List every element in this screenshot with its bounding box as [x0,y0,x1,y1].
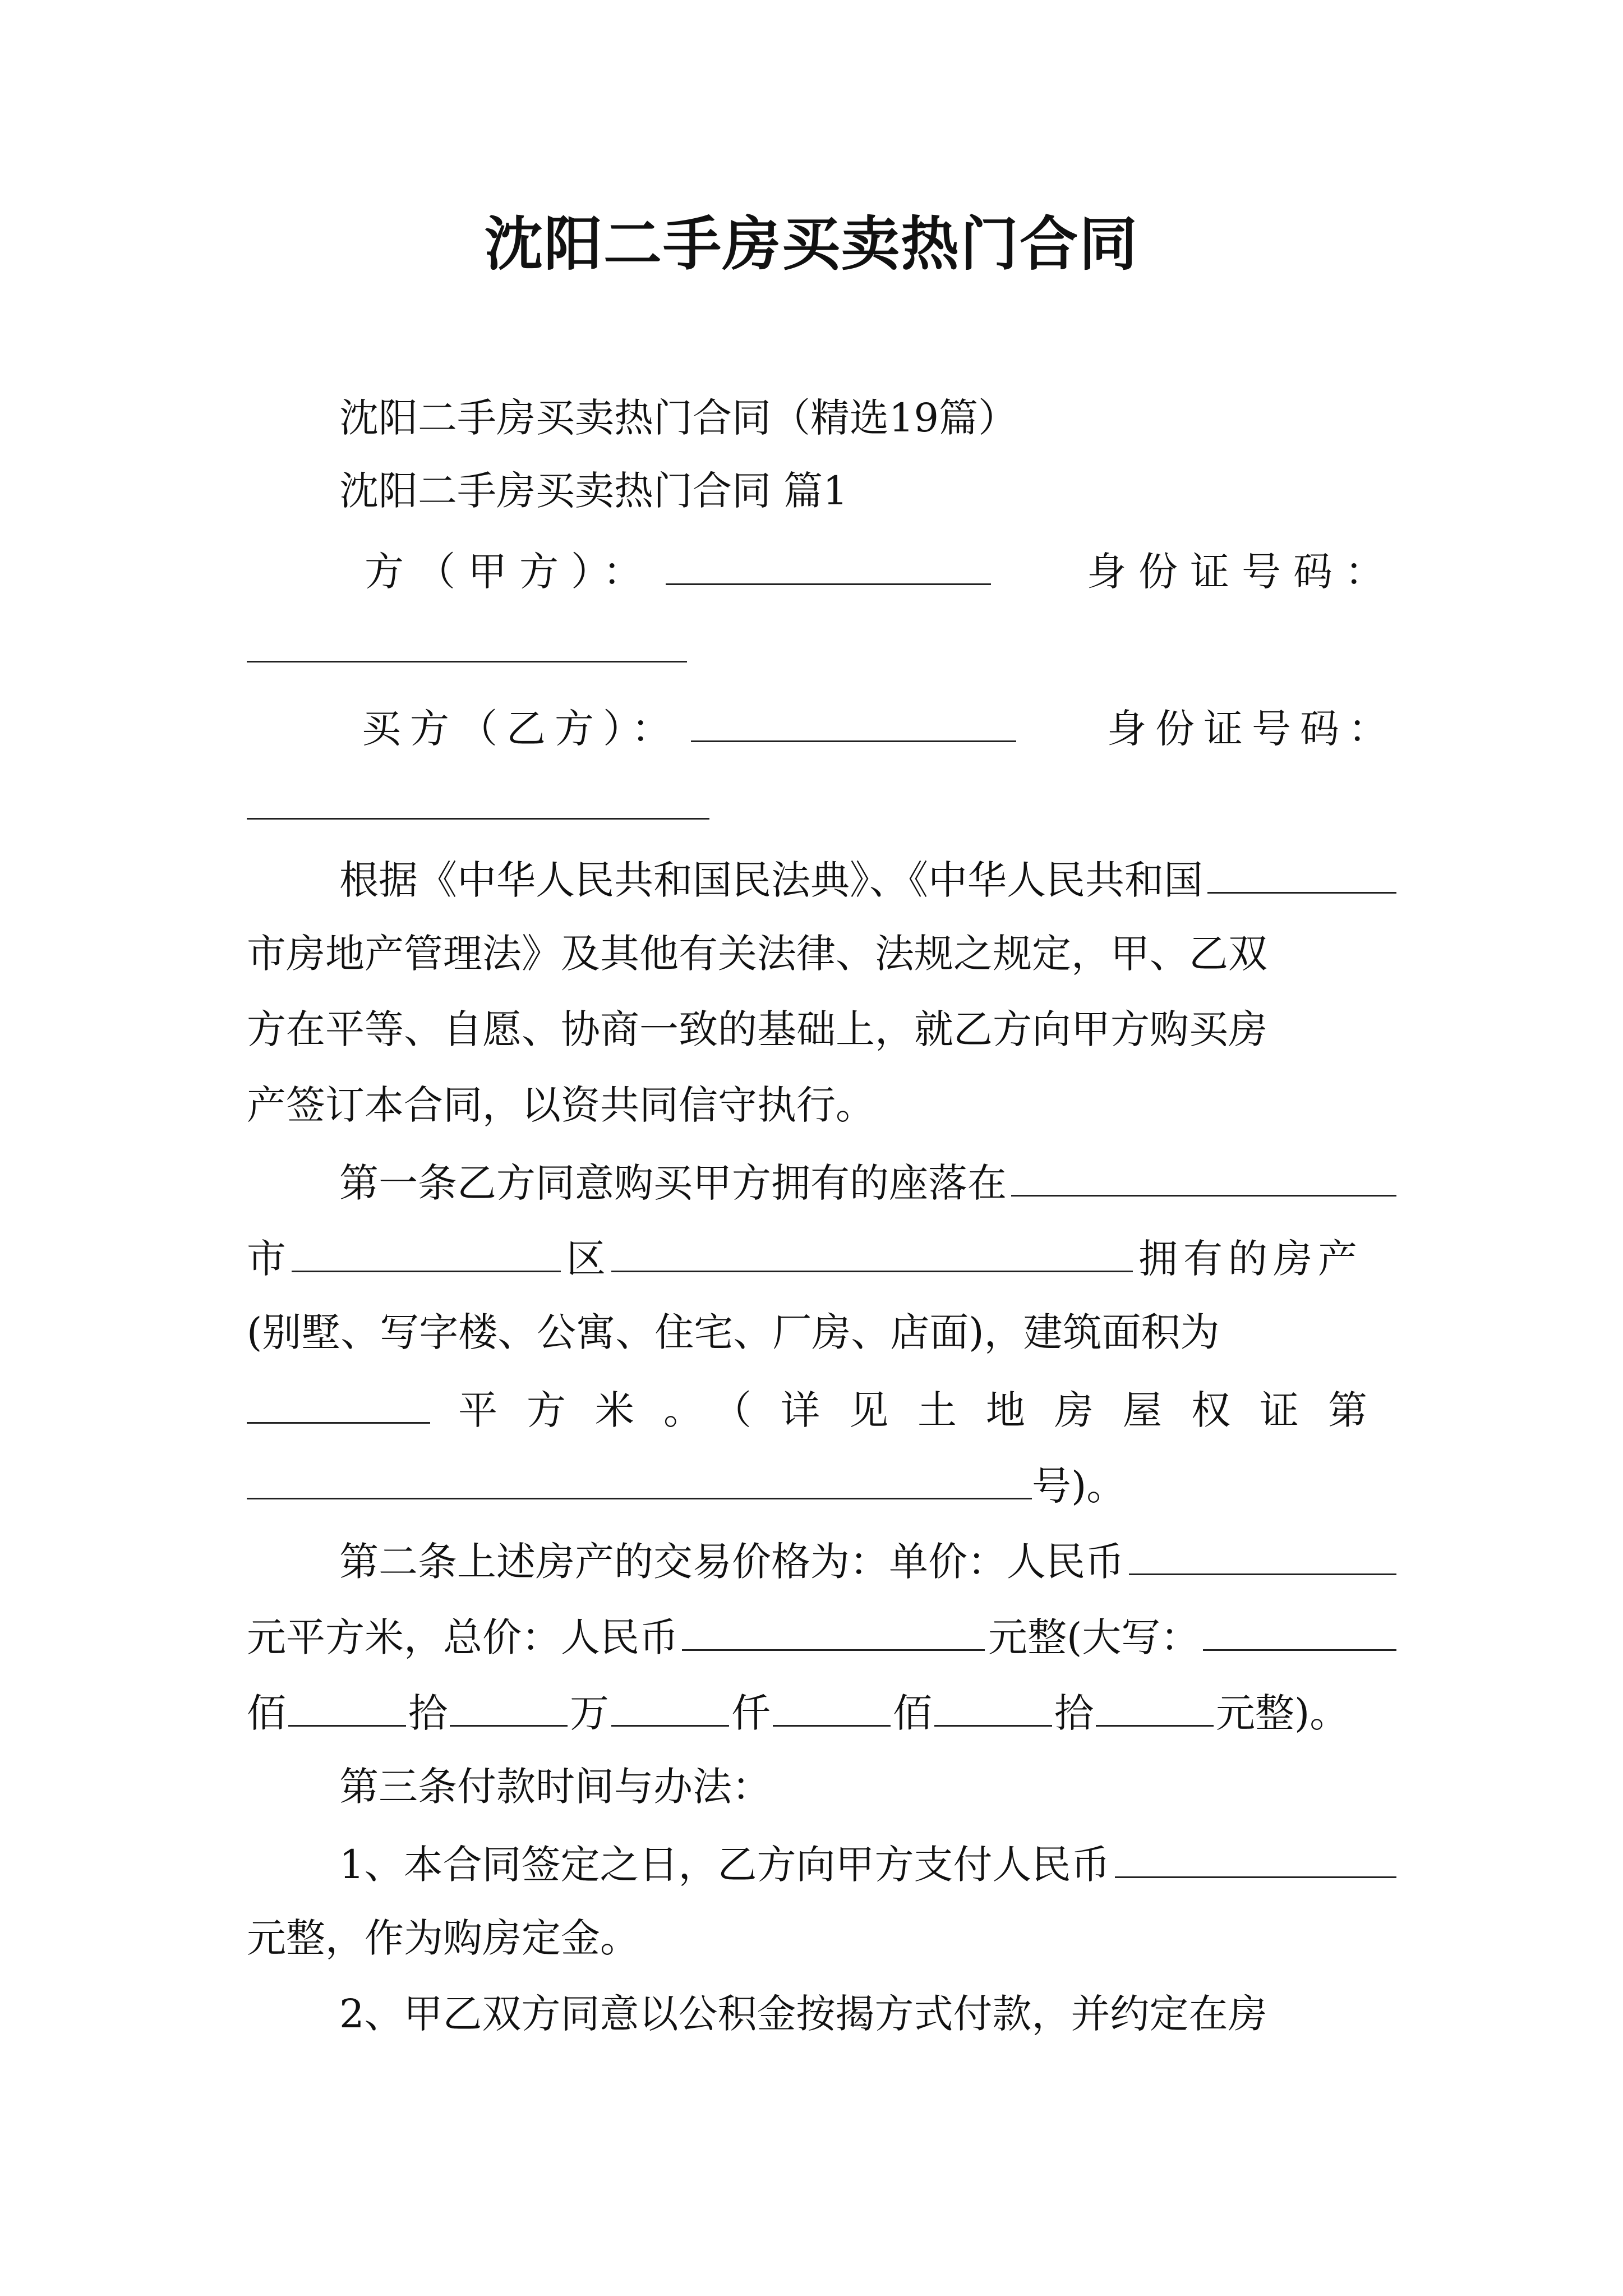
preamble-line-1 [339,853,1396,905]
party-b-row [362,701,1396,754]
art2-total-blank [682,1610,985,1651]
party-a-name-blank [666,544,991,585]
art2-text-2: 元平方米，总价：人民币 [247,1614,679,1660]
art2-blank-5 [934,1686,1052,1727]
art2-qian: 仟 [731,1690,771,1736]
art2-unit-price-blank [1129,1534,1396,1575]
art2-bai-1: 佰 [247,1690,286,1736]
art1-text-1: 第一条乙方同意购买甲方拥有的座落在 [339,1160,1007,1206]
art3-item-2: 2、甲乙双方同意以公积金按揭方式付款，并约定在房 [339,1991,1267,2037]
chapter-heading: 沈阳二手房买卖热门合同 篇1 [339,468,848,514]
art1-district: 区 [566,1236,606,1282]
art2-blank-2 [450,1686,568,1727]
art2-text-1: 第二条上述房产的交易价格为：单价：人民币 [339,1539,1124,1585]
art1-line-2 [247,1231,1396,1284]
party-a-id-label: 身份证号码： [1087,549,1396,595]
party-a-label: 方（甲方）： [365,549,654,595]
preamble-line-2: 市房地产管理法》及其他有关法律、法规之规定，甲、乙双 [247,931,1267,977]
art1-district-blank [611,1231,1133,1272]
document-title: 沈阳二手房买卖热门合同 [484,209,1138,278]
art3-item-1 [339,1837,1396,1890]
party-b-label: 买方（乙方）： [362,706,680,752]
art1-line-3: (别墅、写字楼、公寓、住宅、厂房、店面)，建筑面积为 [247,1309,1220,1355]
art2-line-2 [247,1610,1396,1663]
art1-city: 市 [247,1236,286,1282]
art2-blank-4 [773,1686,891,1727]
art3-item-1-text: 1、本合同签定之日，乙方向甲方支付人民币 [339,1842,1110,1888]
preamble-text-1: 根据《中华人民共和国民法典》、《中华人民共和国 [339,857,1203,903]
art2-line-3 [247,1686,1396,1738]
art2-shi-2: 拾 [1054,1690,1094,1736]
art3-item-1-cont: 元整，作为购房定金。 [247,1915,639,1961]
party-a-id-blank [247,661,687,662]
art2-bai-2: 佰 [893,1690,932,1736]
art2-wan: 万 [570,1690,609,1736]
art1-line-5 [247,1458,1396,1511]
art2-line-1 [339,1534,1396,1587]
art1-owned: 拥有的房产 [1138,1236,1363,1282]
art2-blank-6 [1096,1686,1214,1727]
art2-blank-1 [288,1686,406,1727]
art1-cert-blank [247,1458,1032,1499]
preamble-line-3: 方在平等、自愿、协商一致的基础上，就乙方向甲方购买房 [247,1006,1267,1052]
party-b-id-label: 身份证号码： [1107,706,1396,752]
preamble-city-blank [1207,853,1396,894]
art1-line-1 [339,1156,1396,1208]
party-b-name-blank [691,701,1016,742]
art3-title: 第三条付款时间与办法： [339,1764,771,1810]
art2-end: 元整)。 [1216,1690,1349,1736]
art1-location-blank [1011,1156,1396,1197]
art2-text-3: 元整(大写： [988,1614,1200,1660]
party-a-row [365,544,1396,597]
art1-line-4 [247,1383,1396,1435]
art3-deposit-blank [1115,1837,1396,1878]
art1-area-blank [247,1383,430,1424]
preamble-line-4: 产签订本合同，以资共同信守执行。 [247,1082,875,1128]
art1-text-5: 号)。 [1032,1463,1126,1509]
art2-blank-3 [611,1686,729,1727]
art1-text-4: 平方米。（详见土地房屋权证第 [458,1387,1396,1433]
subtitle: 沈阳二手房买卖热门合同（精选19篇） [339,395,1018,441]
art2-upper-blank [1203,1610,1396,1651]
art2-shi-1: 拾 [408,1690,448,1736]
party-b-id-blank [247,818,709,820]
art1-city-blank [292,1231,561,1272]
